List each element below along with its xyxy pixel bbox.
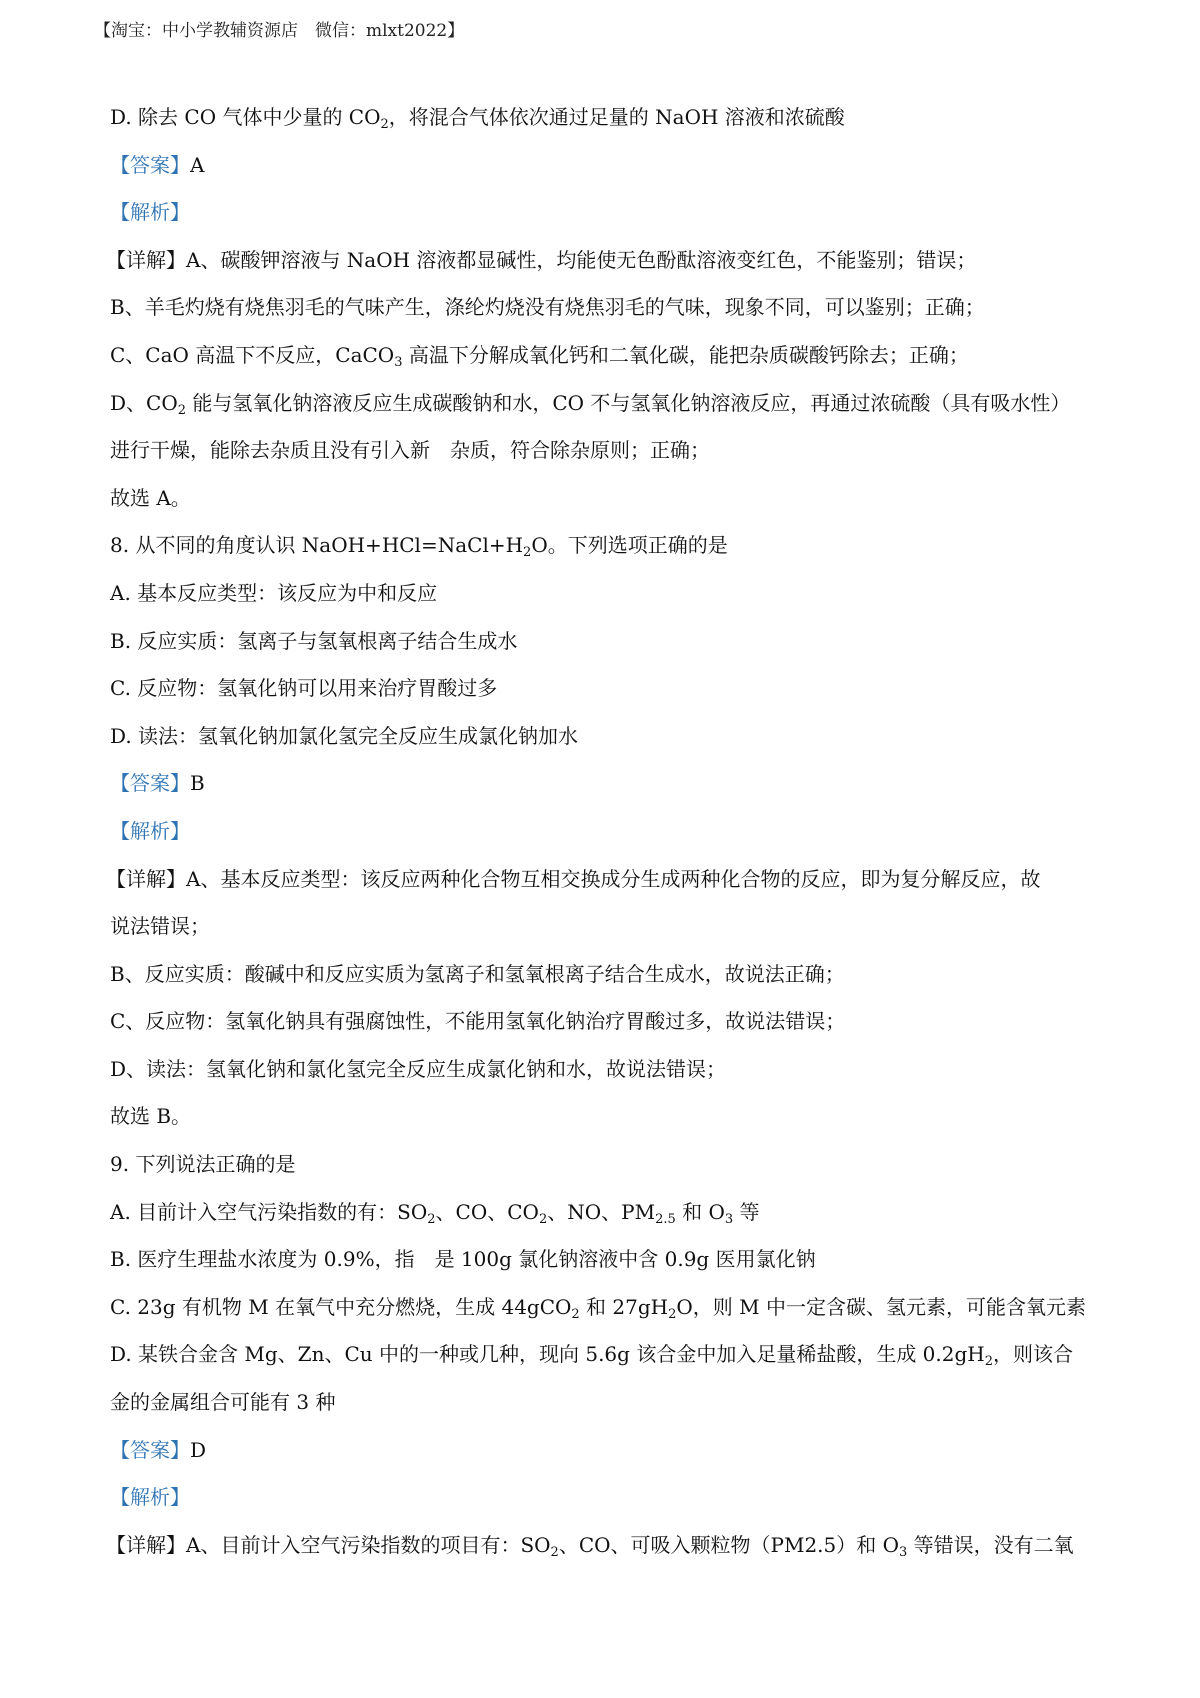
q8-option-b: B. 反应实质：氢离子与氢氧根离子结合生成水 [110,628,518,653]
q8-option-d: D. 读法：氢氧化钠加氯化氢完全反应生成氯化钠加水 [110,723,579,748]
document-body [106,94,1100,1569]
analysis-tag: 【解析】 [110,1485,190,1510]
analysis-tag: 【解析】 [110,818,190,843]
q8-detail-1: 【详解】A、基本反应类型：该反应两种化合物互相交换成分生成两种化合物的反应，即为复分解反应，故 [106,866,1041,891]
q7-detail-1: 【详解】A、碳酸钾溶液与 NaOH 溶液都显碱性，均能使无色酚酞溶液变红色，不能鉴别；错误； [106,247,977,272]
q8-detail-3: C、反应物：氢氧化钠具有强腐蚀性，不能用氢氧化钠治疗胃酸过多，故说法错误； [110,1009,846,1034]
q7-detail-2: B、羊毛灼烧有烧焦羽毛的气味产生，涤纶灼烧没有烧焦羽毛的气味，现象不同，可以鉴别；正确； [110,295,985,320]
q8-detail-1b: 说法错误； [110,914,210,939]
analysis-tag: 【解析】 [110,200,190,225]
q9-answer: 【答案】D [110,1437,207,1462]
q9-stem: 9. 下列说法正确的是 [110,1152,296,1177]
q7-detail-4: D、$CO_2$ 能与氢氧化钠溶液反应生成碳酸钠和水，CO 不与氢氧化钠溶液反应，再通过浓硫酸（具有吸水性） [110,390,1071,418]
q7-conclusion: 故选 A。 [110,485,191,510]
q7-answer: 【答案】A [110,152,205,177]
q9-detail-1: 【详解】A、目前计入空气污染指数的项目有：$SO_2$、CO、可吸入颗粒物（PM2.5）和 $O_3$ 等错误，没有二氧 [106,1532,1074,1560]
q7-detail-3: C、CaO 高温下不反应，CaCO$_3$ 高温下分解成氧化钙和二氧化碳，能把杂质碳酸钙除去；正确； [110,342,969,370]
answer-tag: 【答案】 [110,1437,190,1462]
q8-detail-4: D、读法：氢氧化钠和氯化氢完全反应生成氯化钠和水，故说法错误； [110,1056,727,1081]
answer-tag: 【答案】 [110,152,190,177]
q8-detail-2: B、反应实质：酸碱中和反应实质为氢离子和氢氧根离子结合生成水，故说法正确； [110,961,845,986]
answer-tag: 【答案】 [110,771,190,796]
q9-analysis-tag [110,1474,1100,1522]
q7-analysis-tag [110,189,1100,237]
page-header: 【淘宝：中小学教辅资源店 微信：mlxt2022】 [94,21,465,41]
q9-option-b: B. 医疗生理盐水浓度为 0.9%，指 是 100g 氯化钠溶液中含 0.9g 医用氯化钠 [110,1247,816,1272]
q9-option-d: D. 某铁合金含 Mg、Zn、Cu 中的一种或几种，现向 5.6g 该合金中加入足量稀盐酸，生成 $0.2gH_2$，则该合 [110,1342,1074,1370]
detail-tag: 【详解】 [106,247,186,272]
q9-option-a: A. 目前计入空气污染指数的有：$SO_2$、CO、$CO_2$、NO、$PM_{2.5}$ 和 $O_3$ 等 [110,1199,760,1227]
q8-option-a: A. 基本反应类型：该反应为中和反应 [110,580,438,605]
q8-answer: 【答案】B [110,771,205,796]
q9-option-c: C. 23g 有机物 M 在氧气中充分燃烧，生成 44gCO$_2$ 和 $27gH_2O$，则 M 中一定含碳、氢元素，可能含氧元素 [110,1294,1086,1322]
q8-analysis-tag [110,808,1100,856]
q9-option-d-cont: 金的金属组合可能有 3 种 [110,1390,336,1415]
q8-stem: 8. 从不同的角度认识 $NaOH+HCl=NaCl+H_2O$。下列选项正确的是 [110,533,728,561]
detail-tag: 【详解】 [106,1532,186,1557]
q7-option-d: D. 除去 CO 气体中少量的 $CO_2$，将混合气体依次通过足量的 NaOH 溶液和浓硫酸 [110,105,845,132]
q8-conclusion: 故选 B。 [110,1104,192,1129]
detail-tag: 【详解】 [106,866,186,891]
q7-detail-5: 进行干燥，能除去杂质且没有引入新 杂质，符合除杂原则；正确； [110,438,710,463]
q8-option-c: C. 反应物：氢氧化钠可以用来治疗胃酸过多 [110,676,498,701]
